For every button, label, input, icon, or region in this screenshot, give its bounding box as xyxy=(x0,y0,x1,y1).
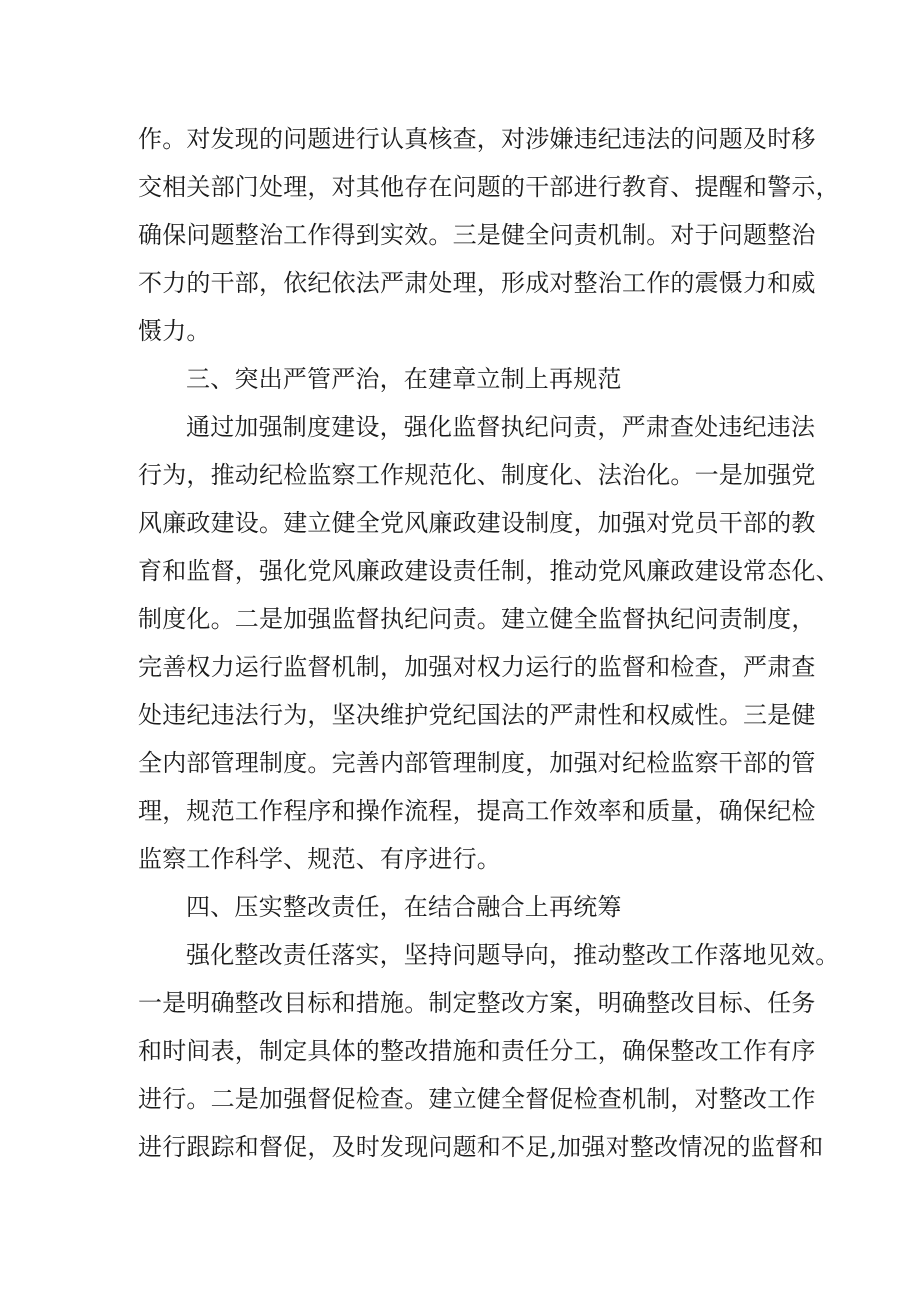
paragraph-line: 作。对发现的问题进行认真核查，对涉嫌违纪违法的问题及时移 xyxy=(138,125,816,153)
paragraph-line: 育和监督，强化党风廉政建设责任制，推动党风廉政建设常态化、 xyxy=(138,557,840,585)
paragraph-line: 通过加强制度建设，强化监督执纪问责，严肃查处违纪违法 xyxy=(186,413,816,441)
paragraph-line: 一是明确整改目标和措施。制定整改方案，明确整改目标、任务 xyxy=(138,989,816,1017)
paragraph-line: 监察工作科学、规范、有序进行。 xyxy=(138,845,501,873)
paragraph-line: 制度化。二是加强监督执纪问责。建立健全监督执纪问责制度， xyxy=(138,605,816,633)
paragraph-line: 行为，推动纪检监察工作规范化、制度化、法治化。一是加强党 xyxy=(138,461,816,489)
paragraph-line: 确保问题整治工作得到实效。三是健全问责机制。对于问题整治 xyxy=(138,221,816,249)
paragraph-line: 和时间表，制定具体的整改措施和责任分工，确保整改工作有序 xyxy=(138,1037,816,1065)
paragraph-line: 处违纪违法行为，坚决维护党纪国法的严肃性和权威性。三是健 xyxy=(138,701,816,729)
paragraph-line: 进行跟踪和督促，及时发现问题和不足,加强对整改情况的监督和 xyxy=(138,1133,824,1161)
paragraph-line: 完善权力运行监督机制，加强对权力运行的监督和检查，严肃查 xyxy=(138,653,816,681)
paragraph-line: 交相关部门处理，对其他存在问题的干部进行教育、提醒和警示， xyxy=(138,173,840,201)
paragraph-line: 理，规范工作程序和操作流程，提高工作效率和质量，确保纪检 xyxy=(138,797,816,825)
paragraph-line: 不力的干部，依纪依法严肃处理，形成对整治工作的震慑力和威 xyxy=(138,269,816,297)
paragraph-line: 进行。二是加强督促检查。建立健全督促检查机制，对整改工作 xyxy=(138,1085,816,1113)
section-heading: 四、压实整改责任，在结合融合上再统筹 xyxy=(186,893,622,921)
paragraph-line: 强化整改责任落实，坚持问题导向，推动整改工作落地见效。 xyxy=(186,941,840,969)
paragraph-line: 全内部管理制度。完善内部管理制度，加强对纪检监察干部的管 xyxy=(138,749,816,777)
paragraph-line: 风廉政建设。建立健全党风廉政建设制度，加强对党员干部的教 xyxy=(138,509,816,537)
section-heading: 三、突出严管严治，在建章立制上再规范 xyxy=(186,365,622,393)
paragraph-line: 慑力。 xyxy=(138,317,211,345)
